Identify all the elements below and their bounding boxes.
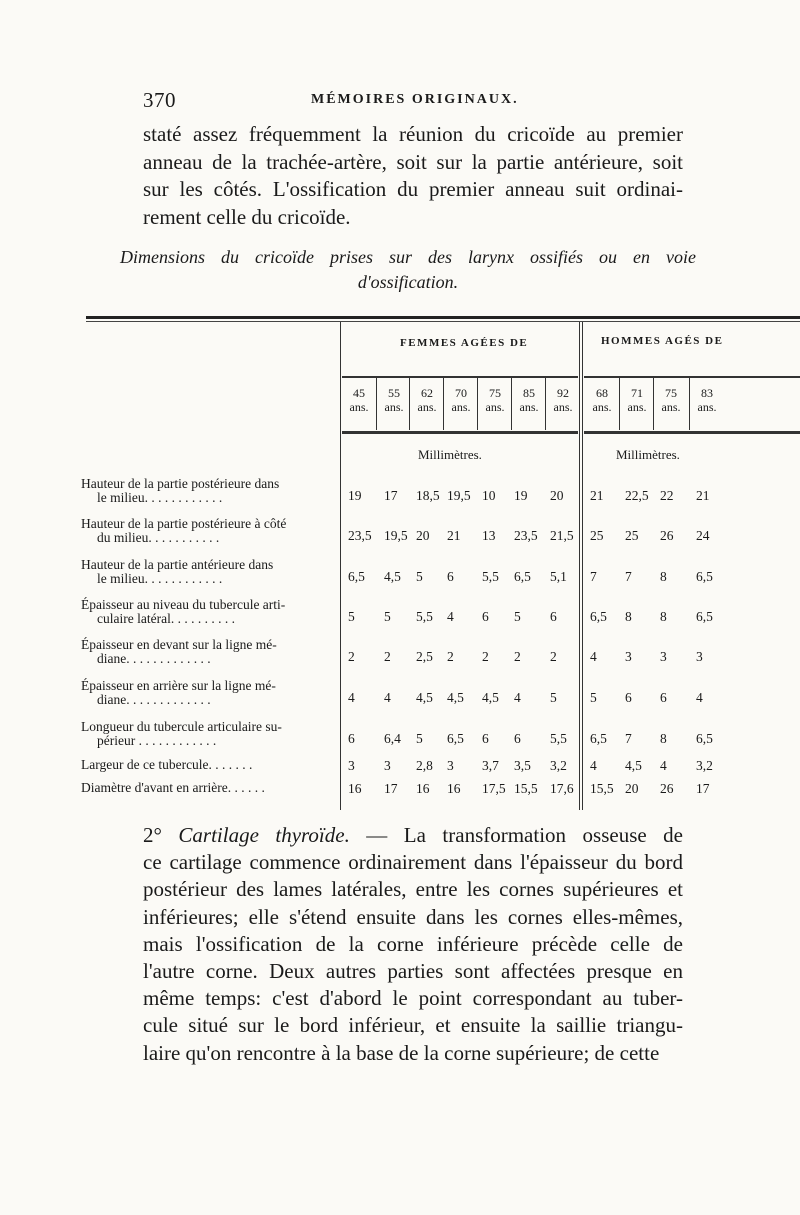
table-cell: 2 xyxy=(550,649,557,664)
table-cell: 3 xyxy=(696,649,703,664)
table-cell: 2,8 xyxy=(416,758,433,773)
section-title: Cartilage thyroïde. xyxy=(178,823,350,847)
table-cell: 7 xyxy=(590,569,597,584)
age-label: 55 ans. xyxy=(384,386,404,414)
table-hline xyxy=(342,376,578,378)
text-line: même temps: c'est d'abord le point correspondant au tuber- xyxy=(143,986,683,1011)
caption-line: d'ossification. xyxy=(357,272,459,292)
table-cell: 19,5 xyxy=(447,488,471,503)
row-label: Hauteur de la partie antérieure dans le milieu. . . . . . . . . . . . xyxy=(81,557,274,586)
caption-line: Dimensions du cricoïde prises sur des larynx ossifiés ou en voie xyxy=(120,247,696,267)
table-cell: 2 xyxy=(384,649,391,664)
age-label: 68 ans. xyxy=(592,386,612,414)
table-cell: 16 xyxy=(416,781,430,796)
table-cell: 6 xyxy=(482,731,489,746)
table-cell: 6,5 xyxy=(696,731,713,746)
table-cell: 6,5 xyxy=(696,569,713,584)
table-cell: 24 xyxy=(696,528,710,543)
table-cell: 2 xyxy=(482,649,489,664)
table-cell: 5,1 xyxy=(550,569,567,584)
table-cell: 5 xyxy=(416,569,423,584)
table-cell: 17 xyxy=(384,488,398,503)
table-cell: 16 xyxy=(348,781,362,796)
age-label: 70 ans. xyxy=(451,386,471,414)
row-label: Épaisseur en devant sur la ligne mé- diane. . . . . . . . . . . . . xyxy=(81,637,277,666)
table-cell: 5,5 xyxy=(482,569,499,584)
table-cell: 4 xyxy=(696,690,703,705)
table-cell: 13 xyxy=(482,528,496,543)
running-head: MÉMOIRES ORIGINAUX. xyxy=(311,92,519,107)
table-cell: 5,5 xyxy=(550,731,567,746)
table-cell: 4,5 xyxy=(447,690,464,705)
table-cell: 3 xyxy=(625,649,632,664)
table-cell: 17 xyxy=(384,781,398,796)
table-vline xyxy=(340,322,341,810)
text-line: sur les côtés. L'ossification du premier anneau suit ordinai- xyxy=(143,177,683,201)
table-cell: 4 xyxy=(590,758,597,773)
age-label: 75 ans. xyxy=(485,386,505,414)
text-line: rement celle du cricoïde. xyxy=(143,204,351,229)
text-line: staté assez fréquemment la réunion du cricoïde au premier xyxy=(143,122,683,146)
table-cell: 6,5 xyxy=(590,731,607,746)
table-cell: 20 xyxy=(625,781,639,796)
table-cell: 8 xyxy=(660,569,667,584)
table-cell: 6 xyxy=(514,731,521,746)
age-label: 75 ans. xyxy=(661,386,681,414)
page-header xyxy=(143,88,673,114)
table-cell: 4,5 xyxy=(482,690,499,705)
table-cell: 6,5 xyxy=(590,609,607,624)
table-cell: 25 xyxy=(625,528,639,543)
text-line: laire qu'on rencontre à la base de la corne supérieure; de cette xyxy=(143,1040,660,1065)
age-label: 92 ans. xyxy=(553,386,573,414)
table-cell: 23,5 xyxy=(348,528,372,543)
women-age-header: FEMMES AGÉES DE xyxy=(400,337,529,349)
row-label: Hauteur de la partie postérieure à côté du milieu. . . . . . . . . . . xyxy=(81,516,287,545)
table-cell: 6,5 xyxy=(696,609,713,624)
table-cell: 6,5 xyxy=(447,731,464,746)
table-cell: 6 xyxy=(348,731,355,746)
table-cell: 4,5 xyxy=(416,690,433,705)
paragraph-top xyxy=(143,121,683,231)
table-cell: 4 xyxy=(447,609,454,624)
table-cell: 5 xyxy=(550,690,557,705)
row-label: Hauteur de la partie postérieure dans le milieu. . . . . . . . . . . . xyxy=(81,476,280,505)
table-cell: 10 xyxy=(482,488,496,503)
table-cell: 7 xyxy=(625,731,632,746)
table-cell: 4,5 xyxy=(625,758,642,773)
table-cell: 8 xyxy=(660,731,667,746)
text-fragment: — La transformation osseuse de xyxy=(349,823,683,847)
table-cell: 3 xyxy=(447,758,454,773)
text-line xyxy=(143,822,683,849)
table-cell: 2 xyxy=(348,649,355,664)
men-age-header: HOMMES AGÉS DE xyxy=(601,335,724,347)
table-cell: 19 xyxy=(514,488,528,503)
table-cell: 5 xyxy=(514,609,521,624)
table-cell: 6 xyxy=(482,609,489,624)
table-cell: 16 xyxy=(447,781,461,796)
table-caption xyxy=(120,245,696,295)
table-cell: 4 xyxy=(660,758,667,773)
text-line: cule situé sur le bord inférieur, et ensuite la saillie triangu- xyxy=(143,1013,683,1038)
table-cell: 19,5 xyxy=(384,528,408,543)
table-cell: 6 xyxy=(447,569,454,584)
table-cell: 17 xyxy=(696,781,710,796)
text-line: anneau de la trachée-artère, soit sur la partie antérieure, soit xyxy=(143,149,683,174)
table-cell: 20 xyxy=(550,488,564,503)
table-cell: 2 xyxy=(514,649,521,664)
table-cell: 5 xyxy=(590,690,597,705)
section-number: 2° xyxy=(143,823,179,847)
table-cell: 8 xyxy=(660,609,667,624)
table-hline xyxy=(342,431,578,434)
row-label: Diamètre d'avant en arrière. . . . . . xyxy=(81,780,265,795)
row-label: Épaisseur en arrière sur la ligne mé- diane. . . . . . . . . . . . . xyxy=(81,678,276,707)
table-cell: 3,2 xyxy=(550,758,567,773)
row-label: Longueur du tubercule articulaire su- périeur . . . . . . . . . . . . xyxy=(81,719,282,748)
text-line: l'autre corne. Deux autres parties sont affectées presque en xyxy=(143,959,683,984)
table-cell: 23,5 xyxy=(514,528,538,543)
table-cell: 3,5 xyxy=(514,758,531,773)
table-cell: 6,5 xyxy=(348,569,365,584)
page-number: 370 xyxy=(143,88,176,112)
age-label: 85 ans. xyxy=(519,386,539,414)
table-cell: 3,2 xyxy=(696,758,713,773)
age-label: 71 ans. xyxy=(627,386,647,414)
table-cell: 6 xyxy=(625,690,632,705)
table-cell: 6 xyxy=(660,690,667,705)
table-cell: 4 xyxy=(590,649,597,664)
row-label: Épaisseur au niveau du tubercule arti- culaire latéral. . . . . . . . . . xyxy=(81,597,286,626)
table-cell: 5 xyxy=(384,609,391,624)
table-cell: 4,5 xyxy=(384,569,401,584)
table-cell: 21,5 xyxy=(550,528,574,543)
text-line: mais l'ossification de la corne inférieure précède celle de xyxy=(143,931,683,956)
age-label: 62 ans. xyxy=(417,386,437,414)
table-cell: 21 xyxy=(590,488,604,503)
table-cell: 19 xyxy=(348,488,362,503)
table-cell: 25 xyxy=(590,528,604,543)
text-line: inférieures; elle s'étend ensuite dans les cornes elles-mêmes, xyxy=(143,904,683,929)
table-cell: 17,5 xyxy=(482,781,506,796)
table-cell: 6,5 xyxy=(514,569,531,584)
table-cell: 5 xyxy=(348,609,355,624)
text-line: postérieur des lames latérales, entre les cornes supérieures et xyxy=(143,877,683,902)
table-top-rule xyxy=(86,316,800,319)
table-hline xyxy=(584,376,800,378)
table-cell: 15,5 xyxy=(590,781,614,796)
age-label: 83 ans. xyxy=(697,386,717,414)
table-cell: 5,5 xyxy=(416,609,433,624)
table-cell: 3 xyxy=(348,758,355,773)
table-cell: 5 xyxy=(416,731,423,746)
table-cell: 21 xyxy=(447,528,461,543)
table-cell: 3 xyxy=(660,649,667,664)
text-line: ce cartilage commence ordinairement dans l'épaisseur du bord xyxy=(143,850,683,875)
unit-label: Millimètres. xyxy=(418,447,482,462)
table-cell: 26 xyxy=(660,781,674,796)
paragraph-bottom xyxy=(143,822,683,1067)
table-vline xyxy=(582,322,583,810)
table-cell: 2 xyxy=(447,649,454,664)
table-cell: 8 xyxy=(625,609,632,624)
unit-label: Millimètres. xyxy=(616,447,680,462)
table-cell: 17,6 xyxy=(550,781,574,796)
table-cell: 6,4 xyxy=(384,731,401,746)
age-label: 45 ans. xyxy=(349,386,369,414)
row-label: Largeur de ce tubercule. . . . . . . xyxy=(81,757,253,772)
table-cell: 2,5 xyxy=(416,649,433,664)
table-cell: 4 xyxy=(514,690,521,705)
table-hline xyxy=(584,431,800,434)
table-cell: 22,5 xyxy=(625,488,649,503)
table-cell: 20 xyxy=(416,528,430,543)
table-cell: 6 xyxy=(550,609,557,624)
table-cell: 3,7 xyxy=(482,758,499,773)
table-cell: 15,5 xyxy=(514,781,538,796)
table-cell: 18,5 xyxy=(416,488,440,503)
table-cell: 4 xyxy=(348,690,355,705)
table-cell: 26 xyxy=(660,528,674,543)
table-cell: 22 xyxy=(660,488,674,503)
table-cell: 3 xyxy=(384,758,391,773)
table-cell: 4 xyxy=(384,690,391,705)
table-cell: 7 xyxy=(625,569,632,584)
table-cell: 21 xyxy=(696,488,710,503)
table-top-rule xyxy=(86,321,800,322)
